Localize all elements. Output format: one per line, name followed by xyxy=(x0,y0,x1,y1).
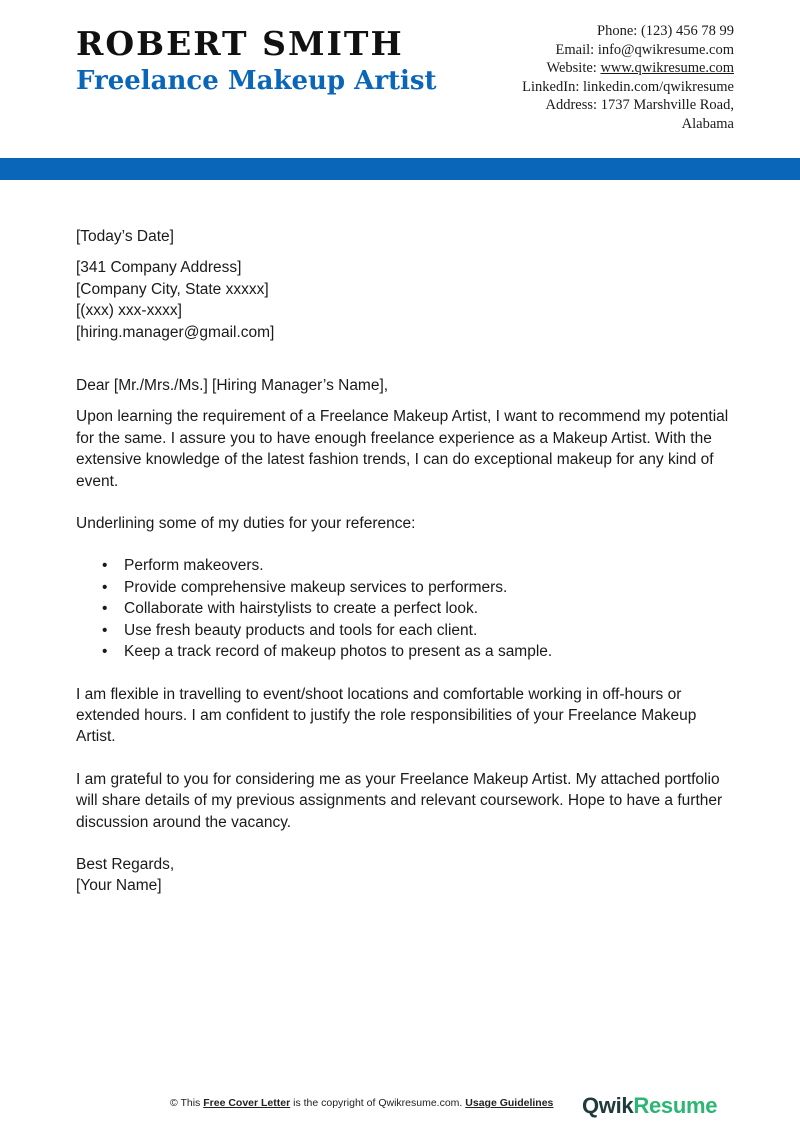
accent-bar xyxy=(0,158,800,180)
contact-email xyxy=(434,41,734,60)
bullet-icon: • xyxy=(102,557,108,575)
duties-intro: Underlining some of my duties for your reference: xyxy=(76,515,416,533)
contact-block xyxy=(434,22,734,134)
recipient-phone: [(xxx) xxx-xxxx] xyxy=(76,302,182,320)
phone-value: (123) 456 78 99 xyxy=(640,23,734,39)
bullet-icon: • xyxy=(102,600,108,618)
phone-label: Phone: xyxy=(597,23,638,39)
signature: [Your Name] xyxy=(76,877,162,895)
linkedin-value[interactable]: linkedin.com/qwikresume xyxy=(582,78,734,95)
copyright-notice: © This Free Cover Letter is the copyright of Qwikresume.com. Usage Guidelines xyxy=(170,1097,554,1109)
recipient-address: [341 Company Address] xyxy=(76,259,242,277)
recipient-block xyxy=(76,257,736,343)
website-link[interactable]: www.qwikresume.com xyxy=(600,60,734,77)
list-item: • Use fresh beauty products and tools for each client. xyxy=(76,620,736,641)
contact-linkedin xyxy=(434,78,734,97)
recipient-email: [hiring.manager@gmail.com] xyxy=(76,323,275,341)
bullet-icon: • xyxy=(102,578,108,596)
list-item: • Perform makeovers. xyxy=(76,555,736,576)
contact-website xyxy=(434,59,734,78)
list-item: • Provide comprehensive makeup services to performers. xyxy=(76,577,736,598)
address-line1: 1737 Marshville Road, xyxy=(600,97,734,114)
job-title: Freelance Makeup Artist xyxy=(76,66,437,96)
email-label: Email: xyxy=(555,41,595,58)
salutation: Dear [Mr./Mrs./Ms.] [Hiring Manager’s Name], xyxy=(76,377,389,395)
paragraph-intro: Upon learning the requirement of a Freelance Makeup Artist, I want to recommend my potential for the same. I assure you to have enough freelance experience as a Makeup Artist. With the extensive knowledge of the latest fashion trends, I can do exceptional makeup for any kind of event. xyxy=(76,408,729,490)
duties-list xyxy=(76,555,736,662)
contact-phone xyxy=(434,22,734,41)
address-label: Address: xyxy=(545,97,598,114)
closing-phrase: Best Regards, xyxy=(76,855,175,873)
website-label: Website: xyxy=(546,60,597,77)
usage-guidelines-link[interactable]: Usage Guidelines xyxy=(465,1097,554,1109)
letter-header xyxy=(0,0,800,158)
letter-body xyxy=(76,226,736,897)
paragraph-closing: I am grateful to you for considering me as your Freelance Makeup Artist. My attached portfolio will share details of my previous assignments and relevant coursework. Hope to have a further discussion around the vacancy. xyxy=(76,770,723,831)
list-item: • Keep a track record of makeup photos to present as a sample. xyxy=(76,641,736,662)
email-value[interactable]: info@qwikresume.com xyxy=(597,41,734,58)
paragraph-flexibility: I am flexible in travelling to event/shoot locations and comfortable working in off-hours or extended hours. I am confident to justify the role responsibilities of your Freelance Makeup Artist. xyxy=(76,685,697,746)
letter-date: [Today’s Date] xyxy=(76,228,174,245)
free-cover-letter-link[interactable]: Free Cover Letter xyxy=(203,1097,291,1109)
contact-address xyxy=(434,96,734,115)
bullet-icon: • xyxy=(102,621,108,639)
list-item: • Collaborate with hairstylists to create a perfect look. xyxy=(76,598,736,619)
bullet-icon: • xyxy=(102,643,108,661)
contact-address-line2: Alabama xyxy=(681,115,734,132)
recipient-city: [Company City, State xxxxx] xyxy=(76,280,269,298)
qwikresume-logo: QwikResume xyxy=(582,1093,718,1118)
applicant-name: ROBERT SMITH xyxy=(76,24,404,63)
linkedin-label: LinkedIn: xyxy=(522,78,580,95)
